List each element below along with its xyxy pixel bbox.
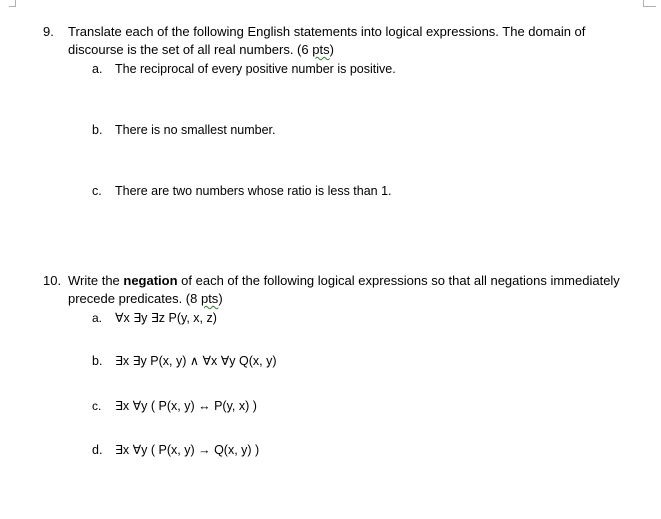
negation-emphasis: negation	[123, 273, 178, 288]
question-10-points-unit: pts	[200, 291, 219, 306]
question-10a-label: a.	[92, 311, 103, 325]
question-9c-text: There are two numbers whose ratio is less than 1.	[115, 184, 392, 198]
question-9a-text: The reciprocal of every positive number is positive.	[115, 62, 396, 76]
question-9b-label: b.	[92, 123, 103, 137]
question-10-text-line2: precede predicates. (8 pts)	[68, 291, 223, 306]
question-10b-label: b.	[92, 354, 103, 368]
question-10c-label: c.	[92, 399, 102, 413]
question-9-text-line1: Translate each of the following English statements into logical expressions. The domain of	[68, 24, 586, 39]
question-9c-label: c.	[92, 184, 102, 198]
margin-corner-mark-right	[643, 0, 656, 7]
question-10c-expression: ∃x ∀y ( P(x, y) ↔ P(y, x) )	[115, 399, 257, 413]
margin-corner-mark-left	[9, 0, 16, 7]
question-9-points-unit: pts	[312, 42, 330, 57]
question-9-number: 9.	[43, 24, 54, 39]
question-10b-expression: ∃x ∃y P(x, y) ∧ ∀x ∀y Q(x, y)	[115, 354, 277, 368]
question-9a-label: a.	[92, 62, 103, 76]
question-10d-label: d.	[92, 443, 103, 457]
question-10a-expression: ∀x ∃y ∃z P(y, x, z)	[115, 311, 217, 325]
question-10-text-line1: Write the negation of each of the following logical expressions so that all negations immediately	[68, 273, 620, 288]
question-10d-expression: ∃x ∀y ( P(x, y) → Q(x, y) )	[115, 443, 260, 457]
question-9-text-line2: discourse is the set of all real numbers. (6 pts)	[68, 42, 334, 57]
question-9b-text: There is no smallest number.	[115, 123, 276, 137]
question-10-number: 10.	[43, 273, 62, 288]
